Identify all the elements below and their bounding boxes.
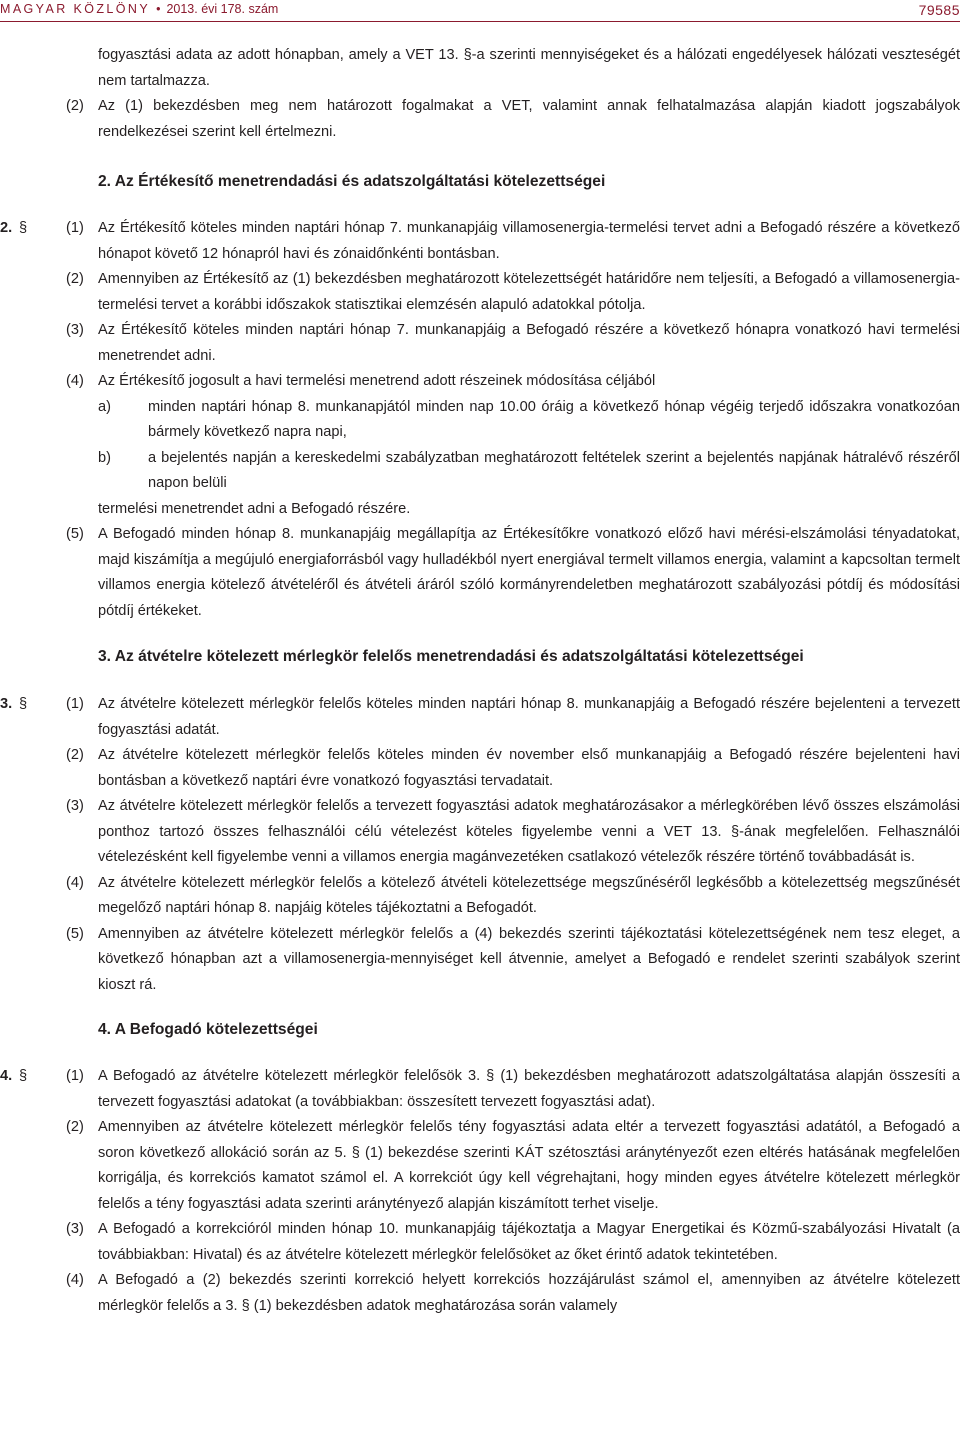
paragraph-number: (2): [66, 747, 84, 763]
paragraph-text: Az Értékesítő jogosult a havi termelési menetrend adott részeinek módosítása céljából: [98, 373, 656, 389]
section-4-paragraph-3: [0, 1217, 960, 1268]
continued-paragraph: fogyasztási adata az adott hónapban, amely a VET 13. §-a szerinti mennyiségeket és a hálózati engedélyesek hálózati veszteségét nem tartalmazza.: [98, 47, 960, 89]
list-item-text: minden naptári hónap 8. munkanapjától minden nap 10.00 óráig a következő hónap végéig terjedő időszakra vonatkozóan bármely következő napra napi,: [148, 398, 960, 440]
paragraph-text: Az Értékesítő köteles minden naptári hónap 7. munkanapjáig a Befogadó részére a következő hónapra vonatkozó havi termelési menetrendet adni.: [98, 322, 960, 364]
paragraph-number: (1): [66, 696, 84, 712]
header-bullet: •: [156, 2, 161, 16]
section-2-paragraph-4: [0, 369, 960, 395]
paragraph-number: (4): [66, 874, 84, 891]
list-item-a: [98, 395, 960, 446]
section-sign: §: [19, 1068, 28, 1084]
section-2-paragraph-1: [0, 216, 960, 267]
section-number: 3.: [0, 696, 13, 712]
section-sign: §: [19, 696, 28, 712]
paragraph-1-2: [0, 94, 960, 145]
section-4-heading: 4. A Befogadó kötelezettségei: [98, 1021, 318, 1038]
paragraph-text: A Befogadó az átvételre kötelezett mérlegkör felelősök 3. § (1) bekezdésben meghatározott adatszolgáltatása alapján összesíti a tervezett fogyasztási adatokat (a továbbiakban: összesített tervezett fogyasztási adat).: [98, 1068, 960, 1110]
paragraph-number: (5): [66, 526, 84, 542]
paragraph-number: (1): [66, 1068, 84, 1084]
paragraph-text: Az átvételre kötelezett mérlegkör felelős köteles minden év november első munkanapjáig a Befogadó részére bejelenteni havi bontásban a következő naptári évre vonatkozó fogyasztási tervadatait.: [98, 747, 960, 789]
paragraph-number: (2): [66, 98, 84, 114]
paragraph-text: A Befogadó a korrekcióról minden hónap 10. munkanapjáig tájékoztatja a Magyar Energetikai és Közmű-szabályozási Hivatalt (a továbbiakban: Hivatal) és az átvételre kötelezett mérlegkör felelősöket az őket érintő adatok tekintetében.: [98, 1221, 960, 1263]
paragraph-text: Az átvételre kötelezett mérlegkör felelős a kötelező átvételi kötelezettsége megszűnéséről legkésőbb a kötelezettség megszűnését megelőző naptári hónap 8. napjáig köteles tájékoztatni a Befogadót.: [98, 874, 960, 916]
section-sign: §: [19, 220, 28, 236]
paragraph-text: Amennyiben az átvételre kötelezett mérlegkör felelős a (4) bekezdés szerinti tájékoztatási kötelezettségének nem tesz eleget, a következő hónapban azt a villamosenergia-mennyiséget kell átvennie, amelyet a Befogadó e rendelet szerinti szabályok szerint kioszt rá.: [98, 925, 960, 993]
page-number: 79585: [918, 2, 960, 18]
section-3-paragraph-5: [0, 922, 960, 999]
section-3-paragraph-3: [0, 794, 960, 871]
page-header: [0, 0, 960, 20]
header-rule: [0, 21, 960, 22]
list-item-b: [98, 446, 960, 497]
paragraph-text: Az Értékesítő köteles minden naptári hónap 7. munkanapjáig villamosenergia-termelési tervet adni a Befogadó részére a következő hónapot követő 12 hónapról havi és zónaidőnkénti bontásban.: [98, 220, 960, 262]
paragraph-text: Az átvételre kötelezett mérlegkör felelős a tervezett fogyasztási adatok meghatározásakor a mérlegkörében lévő összes elszámolási ponthoz tartozó összes felhasználói célú vételezést köteles figyelembe venni a VET 13. §-ának megfelelően. Felhasználói vételezésként kell figyelembe venni a villamos energia magánvezetéken csatlakozó vételezők részére történő továbbadását is.: [98, 798, 960, 865]
section-2-paragraph-2: [0, 267, 960, 318]
issue-label: 2013. évi 178. szám: [166, 2, 279, 16]
paragraph-number: (3): [66, 322, 84, 338]
paragraph-number: (3): [66, 1221, 84, 1237]
section-3-paragraph-4: [0, 871, 960, 922]
list-item-label: b): [98, 449, 111, 466]
paragraph-number: (3): [66, 798, 84, 814]
paragraph-number: (4): [66, 373, 84, 389]
section-number: 2.: [0, 220, 13, 236]
paragraph-number: (1): [66, 220, 84, 236]
running-head: [0, 2, 278, 16]
section-3-paragraph-2: [0, 743, 960, 794]
paragraph-number: (2): [66, 271, 84, 287]
list-item-text: a bejelentés napján a kereskedelmi szabályzatban meghatározott feltételek szerint a bejelentés napjának hátralévő részéről napon belüli: [148, 449, 960, 491]
section-4-paragraph-1: [0, 1064, 960, 1115]
paragraph-tail: termelési menetrendet adni a Befogadó részére.: [98, 500, 411, 517]
document-body: [0, 43, 960, 1319]
paragraph-text: A Befogadó a (2) bekezdés szerinti korrekció helyett korrekciós hozzájárulást számol el, amennyiben az átvételre kötelezett mérlegkör felelős a 3. § (1) bekezdésben adatok meghatározása során valamely: [98, 1272, 960, 1314]
paragraph-text: Az (1) bekezdésben meg nem határozott fogalmakat a VET, valamint annak felhatalmazása alapján kiadott jogszabályok rendelkezései szerint kell értelmezni.: [98, 98, 960, 140]
section-2-paragraph-5: [0, 522, 960, 624]
section-4-paragraph-2: [0, 1115, 960, 1217]
section-3-heading: 3. Az átvételre kötelezett mérlegkör felelős menetrendadási és adatszolgáltatási kötelezettségei: [98, 648, 804, 665]
section-3-paragraph-1: [0, 692, 960, 743]
paragraph-text: A Befogadó minden hónap 8. munkanapjáig megállapítja az Értékesítőkre vonatkozó előző havi mérési-elszámolási tényadatokat, majd kiszámítja a megújuló energiaforrásból vagy hulladékból nyert energiával termelt villamos energia, valamint a kapcsoltan termelt villamos energia kötelező átvételéről és átvételi áráról szóló kormányrendeletben meghatározott szabályozási pótdíj és módosítási pótdíj értékeket.: [98, 526, 960, 619]
section-number: 4.: [0, 1068, 13, 1084]
paragraph-text: Amennyiben az átvételre kötelezett mérlegkör felelős tény fogyasztási adata eltér a tervezett fogyasztási adatától, a Befogadó a soron következő allokáció során az 5. § (1) bekezdése szerinti KÁT szétosztási aránytényezőt ezen eltérés hatásának megfelelően korrigálja, és korrekciós kamatot számol el. A korrekciót úgy kell végrehajtani, hogy minden egyes átvételre kötelezett mérlegkör felelős a tény fogyasztási adata szerinti aránytényező alapján kiszámított terhet viselje.: [98, 1119, 960, 1212]
section-2-heading: 2. Az Értékesítő menetrendadási és adatszolgáltatási kötelezettségei: [98, 173, 606, 190]
section-4-paragraph-4: [0, 1268, 960, 1319]
paragraph-number: (2): [66, 1119, 84, 1135]
paragraph-text: Az átvételre kötelezett mérlegkör felelős köteles minden naptári hónap 8. munkanapjáig a Befogadó részére bejelenteni a tervezett fogyasztási adatát.: [98, 696, 960, 738]
paragraph-number: (4): [66, 1272, 84, 1288]
paragraph-number: (5): [66, 925, 84, 942]
paragraph-text: Amennyiben az Értékesítő az (1) bekezdésben meghatározott kötelezettségét határidőre nem teljesíti, a Befogadó a villamosenergia-termelési tervet a korábbi időszakok statisztikai elemzésén alapuló adatokkal pótolja.: [98, 271, 960, 313]
section-2-paragraph-3: [0, 318, 960, 369]
list-item-label: a): [98, 398, 111, 415]
journal-title: MAGYAR KÖZLÖNY: [0, 2, 151, 16]
